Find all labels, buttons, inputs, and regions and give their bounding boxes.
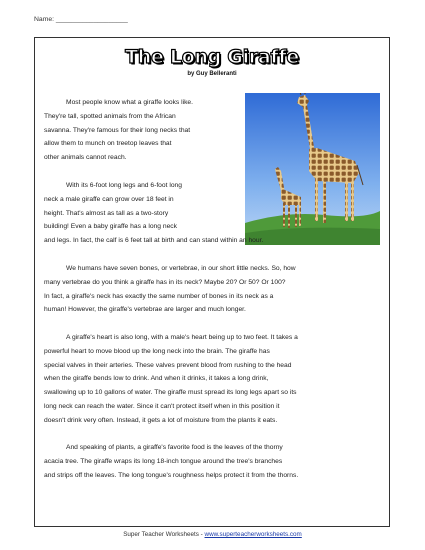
article-title: The Long Giraffe xyxy=(125,46,299,68)
footer-link[interactable]: www.superteacherworksheets.com xyxy=(204,531,302,538)
paragraph-2: With its 6-foot long legs and 6-foot long neck a male giraffe can grow over 18 feet in height. That's almost as tall as a two-story building! Even a baby giraffe has a long neck and legs. In fact, the calf is 6 feet tall at birth and can stand within an hour. xyxy=(44,182,264,245)
name-field-label: Name: ___________________ xyxy=(34,16,128,23)
paragraph-5: And speaking of plants, a giraffe's favorite food is the leaves of the thorny acacia tree. The giraffe wraps its long 18-inch tongue around the tree's branches and strips off the leaves. The long tongue's roughness helps protect it from the thorns. xyxy=(44,444,299,479)
article-byline: by Guy Belleranti xyxy=(187,71,237,77)
paragraph-1: Most people know what a giraffe looks like. They're tall, spotted animals from the African savanna. They're famous for their long necks that allow them to munch on treetop leaves that other animals cannot reach. xyxy=(44,99,194,162)
page-footer xyxy=(0,531,425,538)
paragraph-4: A giraffe's heart is also long, with a male's heart being up to two feet. It takes a powerful heart to move blood up the long neck into the brain. The giraffe has special valves in their arteries. These valves prevent blood from rushing to the head when the giraffe bends low to drink. And when it drinks, it takes a long drink, swallowing up to 10 gallons of water. The giraffe must spread its long legs apart so its long neck can reach the water. Since it can't protect itself when in this position it doesn't drink very often. Instead, it gets a lot of moisture from the plants it eats. xyxy=(44,334,298,424)
paragraph-3: We humans have seven bones, or vertebrae, in our short little necks. So, how many vertebrae do you think a giraffe has in its neck? Maybe 20? Or 50? Or 100? In fact, a giraffe's neck has exactly the same number of bones in its neck as a human! However, the giraffe's vertebrae are larger and much longer. xyxy=(44,265,296,314)
article-frame xyxy=(34,37,390,527)
footer-text: Super Teacher Worksheets - xyxy=(123,531,205,538)
